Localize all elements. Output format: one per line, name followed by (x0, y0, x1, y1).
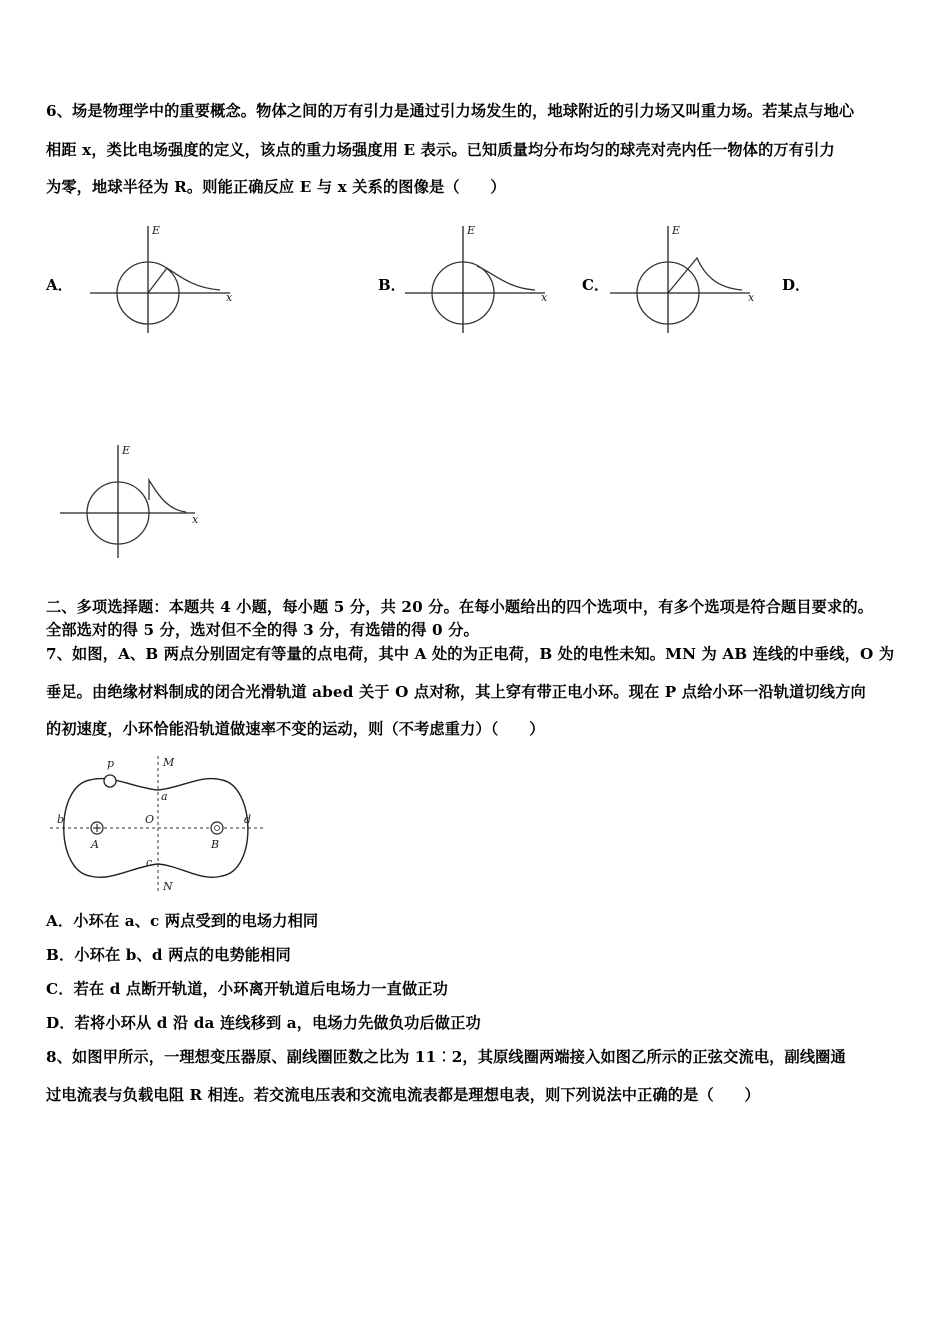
q6-option-c-label: C． (582, 276, 609, 294)
e-x-curve (477, 266, 535, 290)
q8-line-1: 8、如图甲所示，一理想变压器原、副线圈匝数之比为 11︰2，其原线圈两端接入如图乙所示的正弦交流电，副线圈通 (46, 1048, 846, 1066)
label-m: M (163, 756, 175, 769)
q6-line-3: 为零，地球半径为 R。则能正确反应 E 与 x 关系的图像是（ ） (46, 178, 506, 196)
axis-label-e: E (152, 224, 161, 237)
label-p: p (107, 757, 115, 770)
q6-graph-a (80, 218, 250, 338)
q6-graph-b (395, 218, 565, 338)
e-x-curve (149, 480, 186, 512)
section2-line-1: 二、多项选择题：本题共 4 小题，每小题 5 分，共 20 分。在每小题给出的四个选项中，有多个选项是符合题目要求的。 (46, 598, 874, 616)
q7-option-b: B．小环在 b、d 两点的电势能相同 (46, 946, 291, 964)
q8-line-2: 过电流表与负载电阻 R 相连。若交流电压表和交流电流表都是理想电表，则下列说法中正确的是（ ） (46, 1086, 760, 1104)
q6-graph-c (600, 218, 770, 338)
label-a: a (161, 790, 168, 803)
e-x-curve (148, 268, 220, 293)
label-b-point: b (57, 813, 65, 826)
label-d: d (244, 813, 252, 826)
axis-label-x: x (748, 291, 755, 304)
q7-line-2: 垂足。由绝缘材料制成的闭合光滑轨道 abed 关于 O 点对称，其上穿有带正电小环。现在 P 点给小环一沿轨道切线方向 (46, 683, 866, 701)
q7-line-3: 的初速度，小环恰能沿轨道做速率不变的运动，则（不考虑重力）（ ） (46, 720, 545, 738)
q7-line-1: 7、如图，A、B 两点分别固定有等量的点电荷，其中 A 处的为正电荷，B 处的电性未知。MN 为 AB 连线的中垂线，O 为 (46, 645, 895, 663)
axis-label-e: E (467, 224, 476, 237)
label-charge-a: A (91, 838, 99, 851)
q7-option-c: C．若在 d 点断开轨道，小环离开轨道后电场力一直做正功 (46, 980, 448, 998)
q7-option-d: D．若将小环从 d 沿 da 连线移到 a，电场力先做负功后做正功 (46, 1014, 481, 1032)
q6-option-d-label: D． (782, 276, 811, 294)
q6-option-b-label: B． (378, 276, 406, 294)
axis-label-e: E (122, 444, 131, 457)
axis-label-e: E (672, 224, 681, 237)
q7-option-a: A．小环在 a、c 两点受到的电场力相同 (46, 912, 319, 930)
section2-line-2: 全部选对的得 5 分，选对但不全的得 3 分，有选错的得 0 分。 (46, 621, 479, 639)
label-o: O (145, 813, 155, 826)
ring-p (104, 775, 116, 787)
axis-label-x: x (192, 513, 199, 526)
q7-track-figure (50, 752, 272, 897)
label-charge-b: B (211, 838, 220, 851)
axis-label-x: x (226, 291, 233, 304)
q6-line-2: 相距 x，类比电场强度的定义，该点的重力场强度用 E 表示。已知质量均分布均匀的球壳对壳内任一物体的万有引力 (46, 141, 835, 159)
q6-option-a-label: A． (46, 276, 73, 294)
label-n: N (163, 880, 173, 893)
axis-label-x: x (541, 291, 548, 304)
label-c: c (146, 856, 153, 869)
q6-graph-d (50, 440, 220, 560)
charge-b-icon (211, 822, 223, 834)
q6-line-1: 6、场是物理学中的重要概念。物体之间的万有引力是通过引力场发生的，地球附近的引力场又叫重力场。若某点与地心 (46, 102, 855, 120)
e-x-curve (668, 258, 742, 293)
